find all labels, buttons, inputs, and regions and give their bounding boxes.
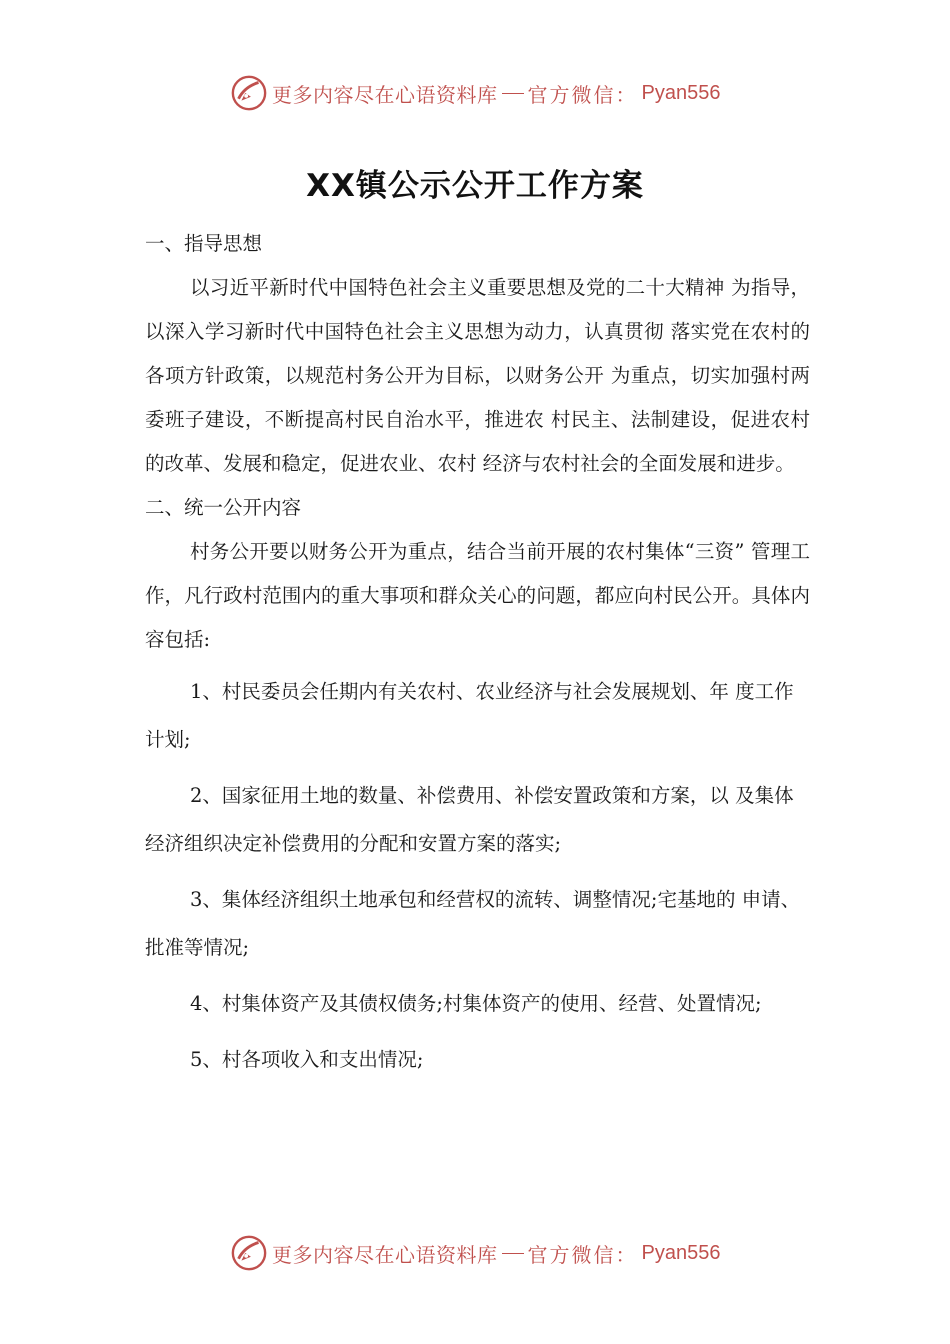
list-item: 2、国家征用土地的数量、补偿费用、补偿安置政策和方案，以 及集体经济组织决定补偿费用的分配和安置方案的落实; xyxy=(145,784,794,855)
document-title: XX镇公示公开工作方案 xyxy=(306,168,644,204)
section2-paragraph: 村务公开要以财务公开为重点，结合当前开展的农村集体“三资” 管理工作，凡行政村范围内的重大事项和群众关心的问题，都应向村民公开。具体内容包括: xyxy=(145,540,810,651)
pen-logo-icon xyxy=(230,1234,268,1272)
banner-dash xyxy=(502,93,524,94)
list-item: 3、集体经济组织土地承包和经营权的流转、调整情况;宅基地的 申请、批准等情况; xyxy=(145,888,801,959)
list-item: 1、村民委员会任期内有关农村、农业经济与社会发展规划、年 度工作计划; xyxy=(145,680,794,751)
pen-logo-icon xyxy=(230,74,268,112)
section2-heading: 二、统一公开内容 xyxy=(145,496,302,519)
banner-wechat-id: Pyan556 xyxy=(641,1241,721,1264)
banner-official-text: 官方微信： xyxy=(527,1242,638,1267)
banner-main-text: 更多内容尽在心语资料库 xyxy=(272,82,498,107)
banner-wechat-id: Pyan556 xyxy=(641,81,721,104)
banner-main-text: 更多内容尽在心语资料库 xyxy=(272,1242,498,1267)
section1-paragraph: 以习近平新时代中国特色社会主义重要思想及党的二十大精神 为指导，以深入学习新时代中国特色社会主义思想为动力，认真贯彻 落实党在农村的各项方针政策，以规范村务公开为目标，以财务公开 为重点，切实加强村两委班子建设，不断提高村民自治水平，推进农 村民主、法制建设，促进农村的改革、发展和稳定，促进农业、农村 经济与农村社会的全面发展和进步。 xyxy=(145,276,810,475)
document-body xyxy=(145,222,810,1092)
banner-dash xyxy=(502,1253,524,1254)
section1-heading: 一、指导思想 xyxy=(145,232,263,255)
footer-banner xyxy=(230,1233,750,1273)
banner-official-text: 官方微信： xyxy=(527,82,638,107)
list-item: 5、村各项收入和支出情况; xyxy=(190,1048,424,1071)
header-banner xyxy=(230,73,750,113)
list-item: 4、村集体资产及其债权债务;村集体资产的使用、经营、处置情况; xyxy=(190,992,762,1015)
